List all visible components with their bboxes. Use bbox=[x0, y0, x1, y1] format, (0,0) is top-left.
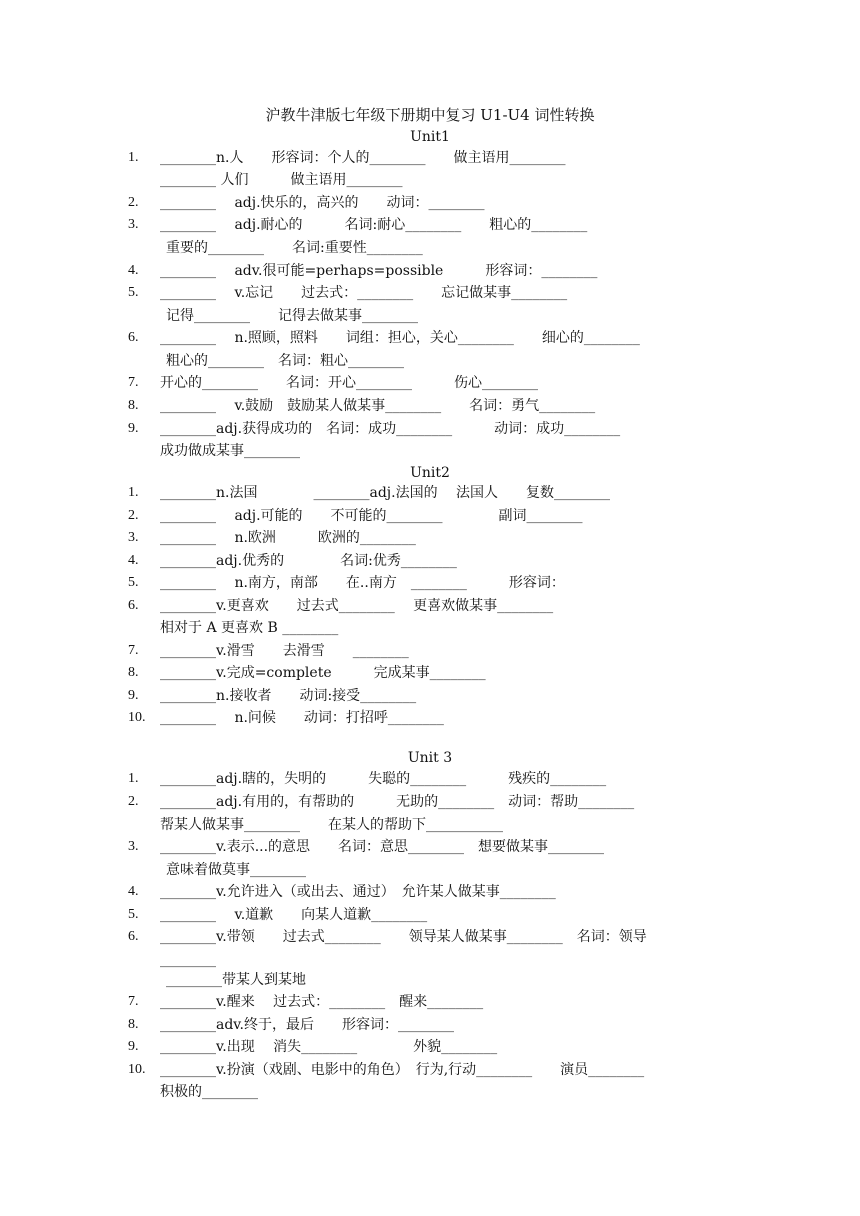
item-text-continued: 帮某人做某事________ 在某人的帮助下___________ bbox=[160, 817, 503, 833]
item-text: ________ v.忘记 过去式：________ 忘记做某事________ bbox=[160, 285, 568, 301]
list-item bbox=[0, 395, 860, 417]
list-item bbox=[0, 505, 860, 527]
item-number: 9. bbox=[128, 1039, 139, 1054]
item-text: ________ n.欧洲 欧洲的________ bbox=[160, 530, 416, 546]
item-text-continued: ________ 人们 做主语用________ bbox=[160, 172, 403, 188]
item-text-continued: ________ bbox=[160, 952, 216, 968]
list-item-continued bbox=[0, 305, 860, 327]
list-item-continued bbox=[0, 1081, 860, 1103]
item-text: ________ adj.快乐的，高兴的 动词：________ bbox=[160, 195, 485, 211]
item-text: ________v.滑雪 去滑雪 ________ bbox=[160, 643, 409, 659]
item-number: 6. bbox=[128, 330, 139, 345]
list-item-continued bbox=[0, 969, 860, 991]
unit-heading: Unit 3 bbox=[407, 750, 453, 766]
list-item bbox=[0, 791, 860, 813]
item-text: ________v.完成=complete 完成某事________ bbox=[160, 665, 486, 681]
item-text: ________ v.道歉 向某人道歉________ bbox=[160, 907, 428, 923]
item-text-continued: 重要的________ 名词:重要性________ bbox=[166, 240, 423, 256]
item-number: 4. bbox=[128, 263, 139, 278]
list-item bbox=[0, 282, 860, 304]
item-text: ________v.出现 消失________ 外貌________ bbox=[160, 1039, 498, 1055]
list-item bbox=[0, 685, 860, 707]
item-text-continued: 意味着做莫事________ bbox=[166, 862, 306, 878]
list-item bbox=[0, 147, 860, 169]
item-text: ________n.人 形容词：个人的________ 做主语用________ bbox=[160, 150, 566, 166]
item-number: 10. bbox=[128, 1062, 146, 1077]
item-text: ________ adj.耐心的 名词:耐心________ 粗心的________ bbox=[160, 217, 588, 233]
item-number: 2. bbox=[128, 195, 139, 210]
item-text: ________adj.有用的，有帮助的 无助的________ 动词：帮助________ bbox=[160, 794, 635, 810]
item-text-continued: 积极的________ bbox=[160, 1084, 258, 1100]
item-number: 7. bbox=[128, 994, 139, 1009]
item-number: 1. bbox=[128, 485, 139, 500]
list-item bbox=[0, 595, 860, 617]
item-number: 7. bbox=[128, 643, 139, 658]
item-text: 开心的________ 名词：开心________ 伤心________ bbox=[160, 375, 538, 391]
item-number: 1. bbox=[128, 150, 139, 165]
item-text: ________v.醒来 过去式：________ 醒来________ bbox=[160, 994, 484, 1010]
item-number: 4. bbox=[128, 884, 139, 899]
item-text: ________adj.获得成功的 名词：成功________ 动词：成功________ bbox=[160, 421, 621, 437]
item-number: 3. bbox=[128, 839, 139, 854]
list-item bbox=[0, 192, 860, 214]
item-number: 8. bbox=[128, 398, 139, 413]
list-item bbox=[0, 662, 860, 684]
item-text-continued: ________带某人到某地 bbox=[166, 972, 306, 988]
list-item bbox=[0, 214, 860, 236]
item-text: ________v.允许进入（或出去、通过） 允许某人做某事________ bbox=[160, 884, 556, 900]
unit-heading: Unit2 bbox=[410, 465, 450, 481]
item-number: 2. bbox=[128, 794, 139, 809]
item-text: ________ adj.可能的 不可能的________ 副词________ bbox=[160, 508, 583, 524]
document-title: 沪教牛津版七年级下册期中复习 U1-U4 词性转换 bbox=[265, 106, 595, 124]
list-item bbox=[0, 260, 860, 282]
list-item bbox=[0, 768, 860, 790]
item-text: ________adv.终于，最后 形容词：________ bbox=[160, 1017, 455, 1033]
item-number: 8. bbox=[128, 665, 139, 680]
item-text: ________n.法国 ________adj.法国的 法国人 复数________ bbox=[160, 485, 611, 501]
list-item bbox=[0, 327, 860, 349]
item-number: 1. bbox=[128, 771, 139, 786]
item-text-continued: 记得________ 记得去做某事________ bbox=[166, 308, 418, 324]
item-number: 2. bbox=[128, 508, 139, 523]
item-text-continued: 成功做成某事________ bbox=[160, 443, 300, 459]
unit-heading: Unit1 bbox=[410, 129, 450, 145]
item-text: ________ n.照顾，照料 词组：担心，关心________ 细心的________ bbox=[160, 330, 640, 346]
list-item-continued bbox=[0, 169, 860, 191]
item-text: ________ adv.很可能=perhaps=possible 形容词：________ bbox=[160, 263, 598, 279]
item-text: ________v.表示...的意思 名词：意思________ 想要做某事________ bbox=[160, 839, 605, 855]
item-number: 10. bbox=[128, 710, 146, 725]
list-item bbox=[0, 1014, 860, 1036]
item-number: 9. bbox=[128, 421, 139, 436]
list-item bbox=[0, 482, 860, 504]
item-number: 8. bbox=[128, 1017, 139, 1032]
list-item bbox=[0, 904, 860, 926]
item-text-continued: 相对于 A 更喜欢 B ________ bbox=[160, 620, 339, 636]
item-number: 6. bbox=[128, 929, 139, 944]
item-text: ________adj.优秀的 名词:优秀________ bbox=[160, 553, 457, 569]
list-item bbox=[0, 418, 860, 440]
list-item bbox=[0, 881, 860, 903]
list-item bbox=[0, 640, 860, 662]
item-number: 6. bbox=[128, 598, 139, 613]
list-item bbox=[0, 550, 860, 572]
list-item-continued bbox=[0, 949, 860, 971]
list-item-continued bbox=[0, 859, 860, 881]
list-item bbox=[0, 991, 860, 1013]
item-number: 9. bbox=[128, 688, 139, 703]
item-number: 3. bbox=[128, 217, 139, 232]
list-item bbox=[0, 926, 860, 948]
item-text-continued: 粗心的________ 名词：粗心________ bbox=[166, 353, 404, 369]
list-item bbox=[0, 572, 860, 594]
list-item bbox=[0, 372, 860, 394]
item-number: 3. bbox=[128, 530, 139, 545]
list-item-continued bbox=[0, 350, 860, 372]
list-item bbox=[0, 1059, 860, 1081]
list-item bbox=[0, 836, 860, 858]
item-number: 5. bbox=[128, 285, 139, 300]
item-number: 5. bbox=[128, 575, 139, 590]
item-text: ________v.更喜欢 过去式________ 更喜欢做某事________ bbox=[160, 598, 554, 614]
item-text: ________v.扮演（戏剧、电影中的角色） 行为,行动________ 演员________ bbox=[160, 1062, 645, 1078]
item-number: 5. bbox=[128, 907, 139, 922]
item-text: ________adj.瞎的，失明的 失聪的________ 残疾的________ bbox=[160, 771, 607, 787]
item-text: ________ v.鼓励 鼓励某人做某事________ 名词：勇气________ bbox=[160, 398, 596, 414]
list-item bbox=[0, 707, 860, 729]
list-item-continued bbox=[0, 237, 860, 259]
item-number: 4. bbox=[128, 553, 139, 568]
item-text: ________v.带领 过去式________ 领导某人做某事________ 名词：领导 bbox=[160, 929, 647, 945]
list-item-continued bbox=[0, 617, 860, 639]
item-text: ________ n.南方，南部 在..南方 ________ 形容词： bbox=[160, 575, 565, 591]
list-item-continued bbox=[0, 440, 860, 462]
item-number: 7. bbox=[128, 375, 139, 390]
item-text: ________ n.问候 动词：打招呼________ bbox=[160, 710, 444, 726]
list-item bbox=[0, 1036, 860, 1058]
list-item bbox=[0, 527, 860, 549]
item-text: ________n.接收者 动词:接受________ bbox=[160, 688, 417, 704]
list-item-continued bbox=[0, 814, 860, 836]
